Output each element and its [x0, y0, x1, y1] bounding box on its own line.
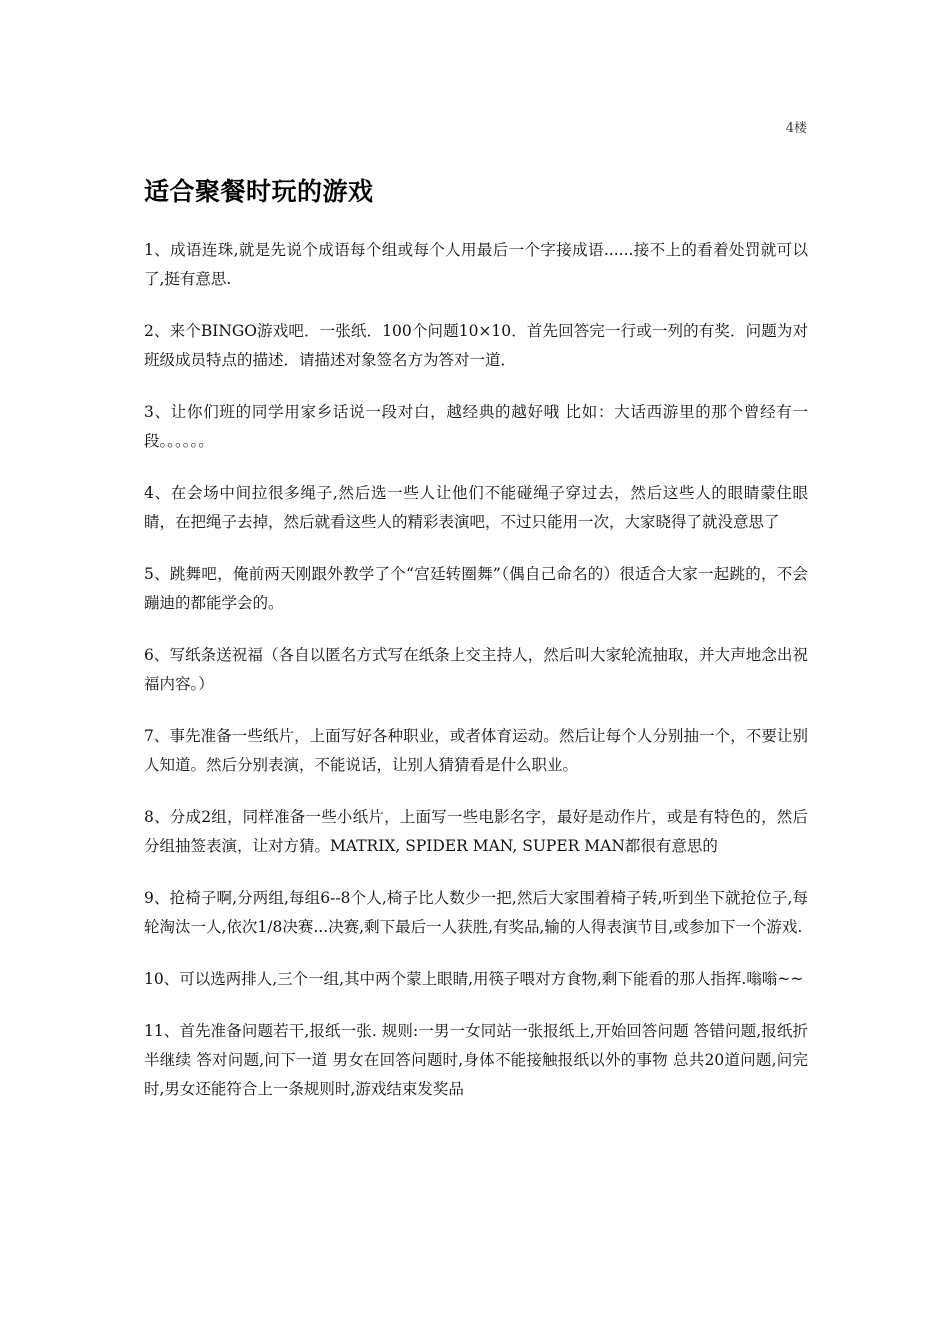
document-title: 适合聚餐时玩的游戏 — [144, 177, 374, 206]
paragraph-2: 2、来个BINGO游戏吧．一张纸．100个问题10×10．首先回答完一行或一列的有奖．问题为对班级成员特点的描述．请描述对象签名方为答对一道． — [144, 322, 808, 369]
page-label: 4楼 — [785, 121, 807, 136]
paragraph-1: 1、成语连珠,就是先说个成语每个组或每个人用最后一个字接成语......接不上的看着处罚就可以了,挺有意思. — [144, 241, 808, 288]
paragraph-6: 6、写纸条送祝福（各自以匿名方式写在纸条上交主持人，然后叫大家轮流抽取，并大声地念出祝福内容。） — [144, 646, 808, 693]
paragraph-7: 7、事先准备一些纸片，上面写好各种职业，或者体育运动。然后让每个人分别抽一个，不要让别人知道。然后分别表演，不能说话，让别人猜猜看是什么职业。 — [144, 727, 808, 774]
paragraph-9: 9、抢椅子啊,分两组,每组6--8个人,椅子比人数少一把,然后大家围着椅子转,听到坐下就抢位子,每轮淘汰一人,依次1/8决赛...决赛,剩下最后一人获胜,有奖品,输的人得表演节目,或参加下一个游戏. — [144, 889, 808, 936]
paragraph-3: 3、让你们班的同学用家乡话说一段对白，越经典的越好哦 比如：大话西游里的那个曾经有一段。。。。。。 — [144, 403, 808, 450]
paragraph-10: 10、可以选两排人,三个一组,其中两个蒙上眼睛,用筷子喂对方食物,剩下能看的那人指挥.嗡嗡~~ — [144, 970, 804, 988]
paragraph-8: 8、分成2组，同样准备一些小纸片，上面写一些电影名字，最好是动作片，或是有特色的，然后分组抽签表演，让对方猜。MATRIX, SPIDER MAN, SUPER MAN都很有意思的 — [144, 808, 808, 855]
paragraph-4: 4、在会场中间拉很多绳子,然后选一些人让他们不能碰绳子穿过去，然后这些人的眼睛蒙住眼睛，在把绳子去掉，然后就看这些人的精彩表演吧，不过只能用一次，大家晓得了就没意思了 — [144, 484, 808, 531]
paragraph-11: 11、首先准备问题若干,报纸一张. 规则:一男一女同站一张报纸上,开始回答问题 答错问题,报纸折半继续 答对问题,问下一道 男女在回答问题时,身体不能接触报纸以外的事物 总共20道问题,问完时,男女还能符合上一条规则时,游戏结束发奖品 — [144, 1022, 808, 1098]
paragraph-5: 5、跳舞吧，俺前两天刚跟外教学了个“宫廷转圈舞”（偶自己命名的）很适合大家一起跳的，不会蹦迪的都能学会的。 — [144, 565, 808, 612]
document-body — [144, 236, 808, 1127]
